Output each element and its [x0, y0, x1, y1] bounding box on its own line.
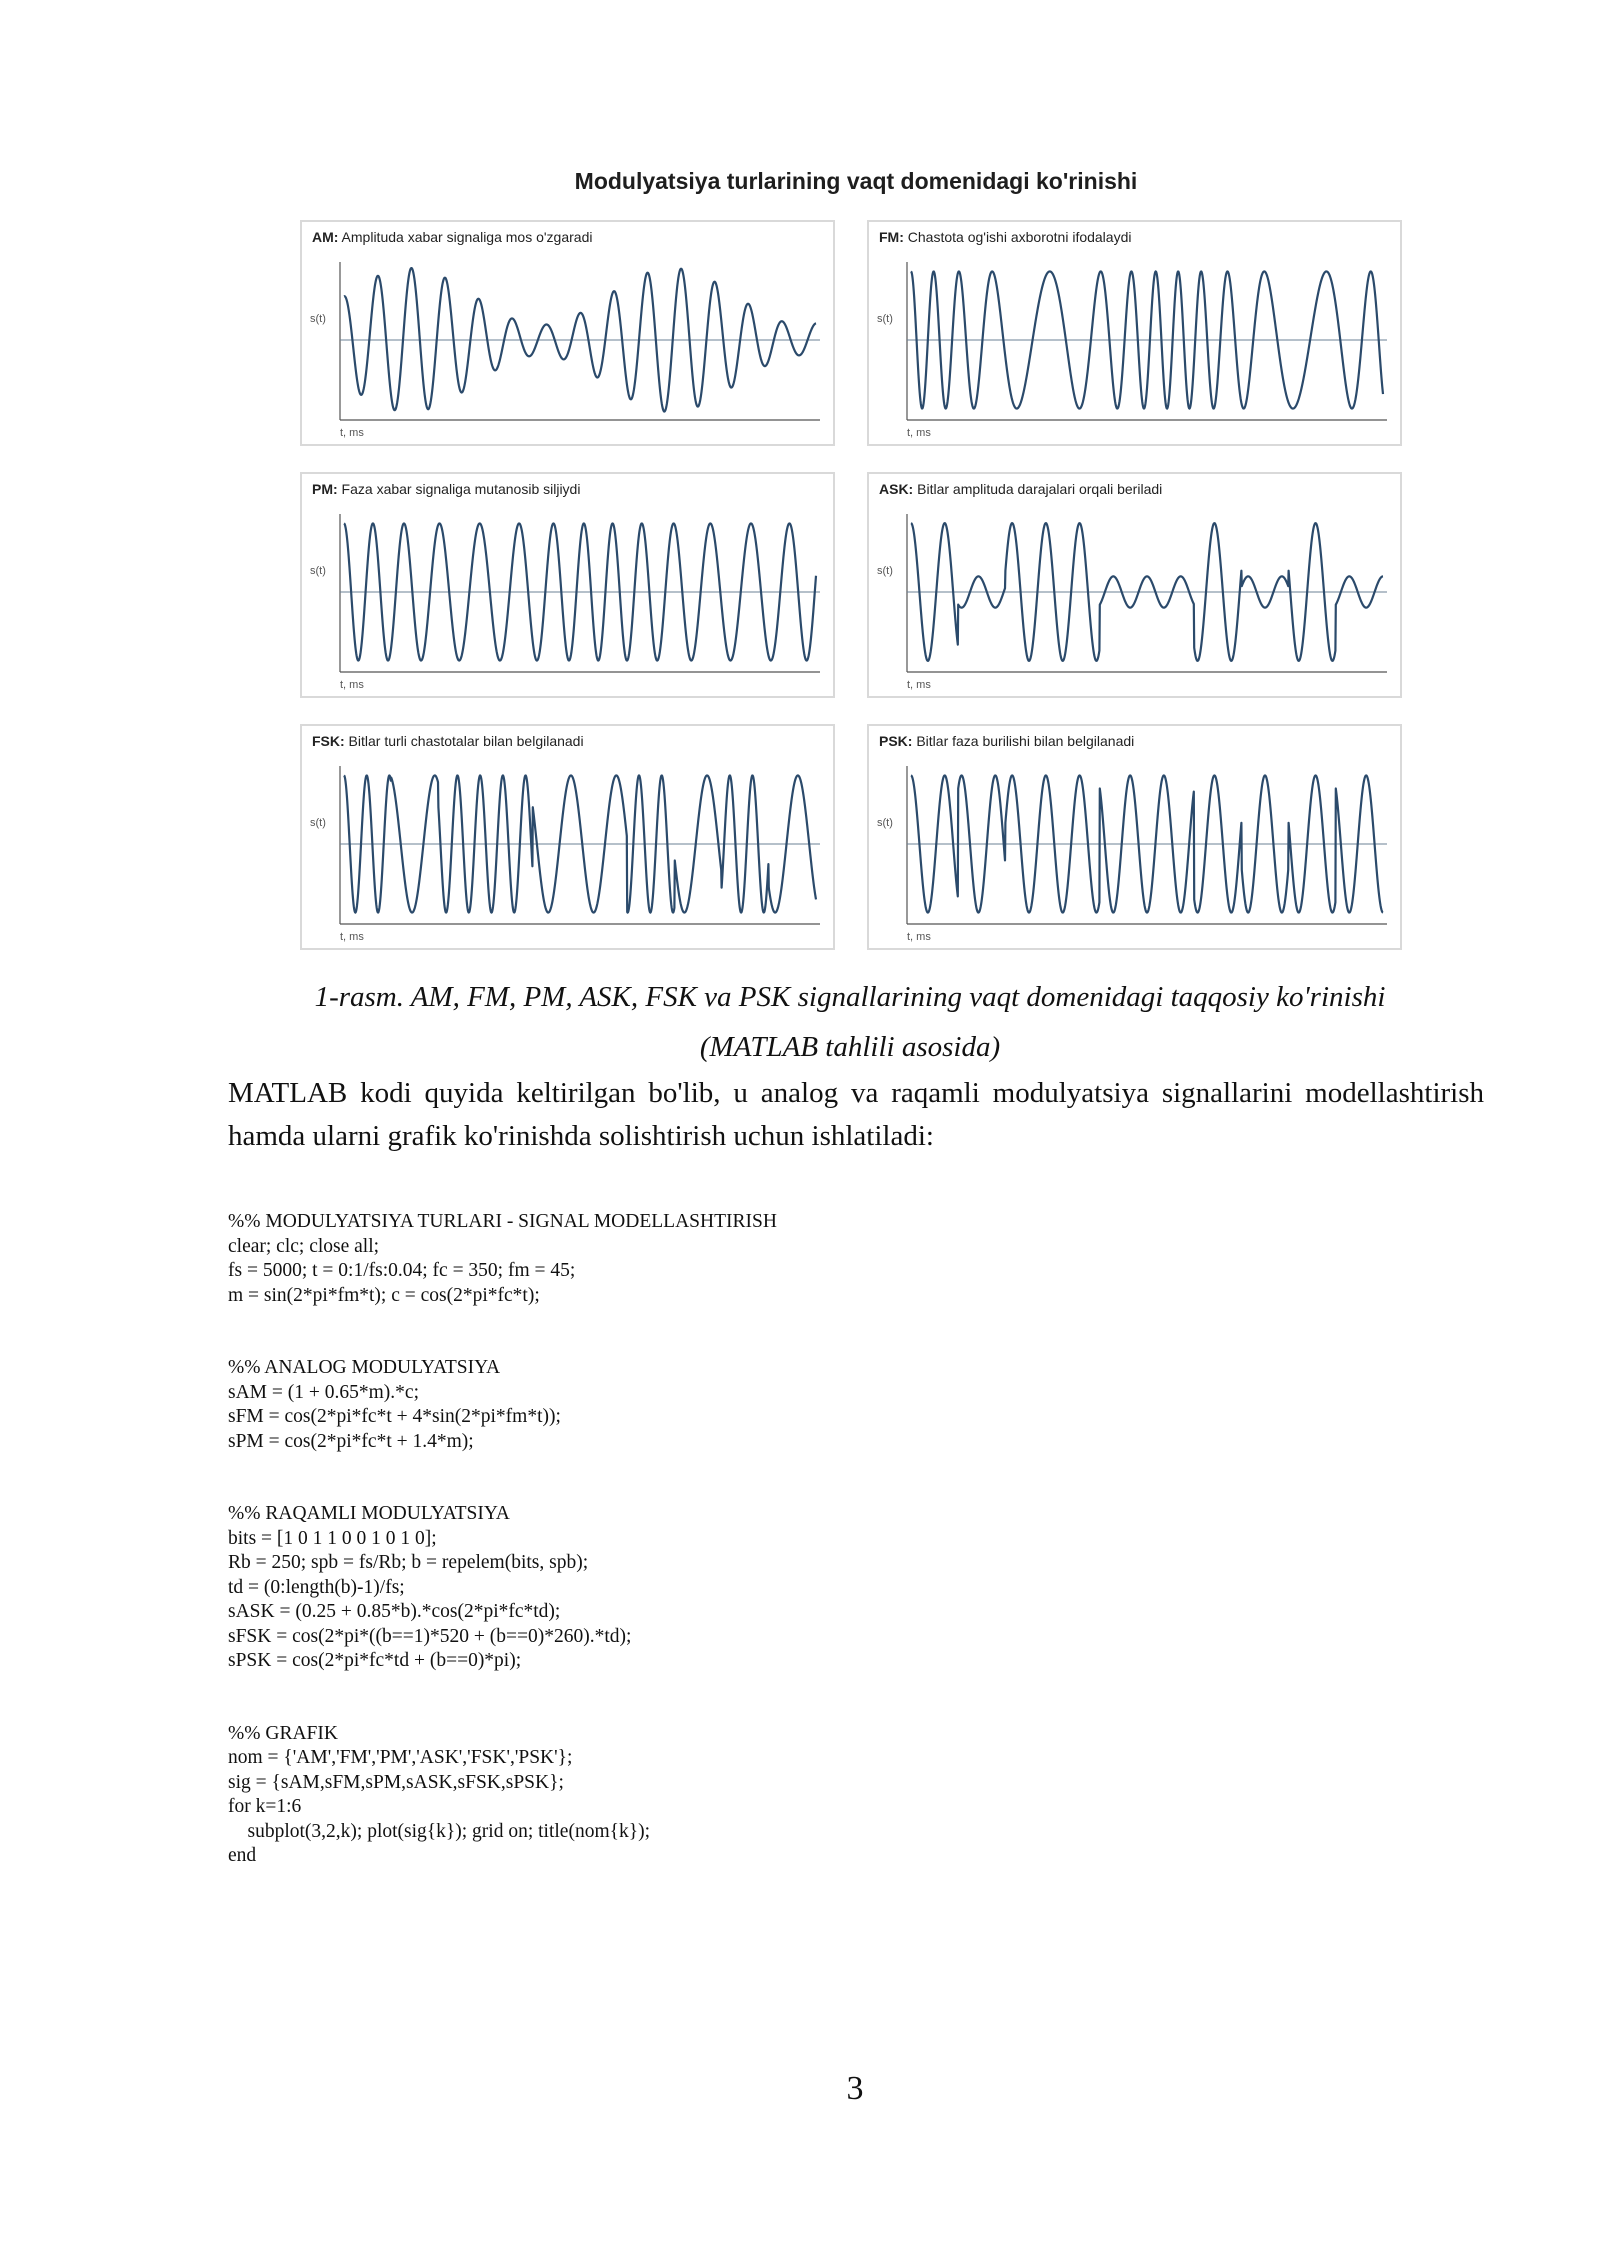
code-line: %% RAQAMLI MODULYATSIYA	[228, 1503, 510, 1524]
code-line: nom = {'AM','FM','PM','ASK','FSK','PSK'};	[228, 1747, 573, 1768]
panel-title-text: Bitlar turli chastotalar bilan belgilanadi	[344, 733, 584, 749]
psk-chart	[869, 726, 1400, 948]
ask-chart	[869, 474, 1400, 696]
figure-caption-line1: 1-rasm. AM, FM, PM, ASK, FSK va PSK signallarining vaqt domenidagi taqqosiy ko'rinishi	[314, 981, 1386, 1013]
panel-ask	[867, 472, 1402, 698]
panel-am	[300, 220, 835, 446]
code-line: m = sin(2*pi*fm*t); c = cos(2*pi*fc*t);	[228, 1284, 540, 1306]
code-line: bits = [1 0 1 1 0 0 1 0 1 0];	[228, 1527, 437, 1549]
panel-pm	[300, 472, 835, 698]
figure-title: Modulyatsiya turlarining vaqt domenidagi ko'rinishi	[574, 168, 1138, 194]
code-line: td = (0:length(b)-1)/fs;	[228, 1576, 405, 1598]
code-line: end	[228, 1845, 257, 1866]
code-line: for k=1:6	[228, 1796, 302, 1817]
x-axis-label: t, ms	[340, 931, 364, 943]
code-line: clear; clc; close all;	[228, 1235, 380, 1257]
modulation-figure	[296, 160, 1416, 960]
code-line: sPM = cos(2*pi*fc*t + 1.4*m);	[228, 1430, 474, 1452]
panel-title-text: Chastota og'ishi axborotni ifodalaydi	[903, 229, 1132, 245]
code-line: sAM = (1 + 0.65*m).*c;	[228, 1381, 419, 1403]
matlab-code-listing	[228, 1210, 1228, 1869]
code-line: sFM = cos(2*pi*fc*t + 4*sin(2*pi*fm*t));	[228, 1406, 561, 1427]
x-axis-label: t, ms	[907, 679, 931, 691]
panel-title	[879, 733, 1134, 749]
page-number: 3	[846, 2070, 864, 2107]
y-axis-label: s(t)	[877, 565, 893, 577]
code-line: subplot(3,2,k); plot(sig{k}); grid on; title(nom{k});	[228, 1820, 650, 1842]
panel-title-prefix: FSK:	[312, 733, 345, 749]
y-axis-label: s(t)	[877, 817, 893, 829]
pm-chart	[302, 474, 833, 696]
panel-title-text: Amplituda xabar signaliga mos o'zgaradi	[338, 229, 593, 245]
fsk-chart	[302, 726, 833, 948]
code-line: fs = 5000; t = 0:1/fs:0.04; fc = 350; fm = 45;	[228, 1260, 576, 1281]
x-axis-label: t, ms	[907, 931, 931, 943]
panel-title-prefix: AM:	[312, 229, 339, 245]
panel-fsk	[300, 724, 835, 950]
code-line: sFSK = cos(2*pi*((b==1)*520 + (b==0)*260).*td);	[228, 1625, 632, 1647]
panel-title-prefix: FM:	[879, 229, 904, 245]
panel-title-text: Bitlar faza burilishi bilan belgilanadi	[912, 733, 1135, 749]
y-axis-label: s(t)	[310, 565, 326, 577]
code-line: %% ANALOG MODULYATSIYA	[228, 1357, 501, 1378]
code-line: Rb = 250; spb = fs/Rb; b = repelem(bits, spb);	[228, 1552, 589, 1573]
x-axis-label: t, ms	[340, 427, 364, 439]
panel-title-text: Bitlar amplituda darajalari orqali beriladi	[913, 481, 1163, 497]
panel-title	[879, 481, 1162, 497]
code-line: %% MODULYATSIYA TURLARI - SIGNAL MODELLASHTIRISH	[228, 1211, 777, 1232]
panel-psk	[867, 724, 1402, 950]
panel-fm	[867, 220, 1402, 446]
x-axis-label: t, ms	[340, 679, 364, 691]
panel-title-prefix: PM:	[312, 481, 338, 497]
panel-title	[312, 733, 584, 749]
y-axis-label: s(t)	[310, 817, 326, 829]
panel-title-prefix: PSK:	[879, 733, 913, 749]
panel-title-text: Faza xabar signaliga mutanosib siljiydi	[337, 481, 581, 497]
y-axis-label: s(t)	[877, 313, 893, 325]
x-axis-label: t, ms	[907, 427, 931, 439]
panel-title	[312, 481, 580, 497]
code-line: %% GRAFIK	[228, 1722, 338, 1744]
panel-title	[879, 229, 1131, 245]
code-line: sig = {sAM,sFM,sPM,sASK,sFSK,sPSK};	[228, 1771, 564, 1793]
body-paragraph: MATLAB kodi quyida keltirilgan bo'lib, u analog va raqamli modulyatsiya signallarini modellashtirish hamda ularni grafik ko'rinishda solishtirish uchun ishlatiladi:	[228, 1077, 1484, 1152]
fm-chart	[869, 222, 1400, 444]
panel-title	[312, 229, 592, 245]
code-line: sASK = (0.25 + 0.85*b).*cos(2*pi*fc*td);	[228, 1601, 561, 1622]
code-line: sPSK = cos(2*pi*fc*td + (b==0)*pi);	[228, 1650, 522, 1671]
panel-title-prefix: ASK:	[879, 481, 914, 497]
am-chart	[302, 222, 833, 444]
figure-caption-line2: (MATLAB tahlili asosida)	[699, 1031, 1001, 1063]
y-axis-label: s(t)	[310, 313, 326, 325]
